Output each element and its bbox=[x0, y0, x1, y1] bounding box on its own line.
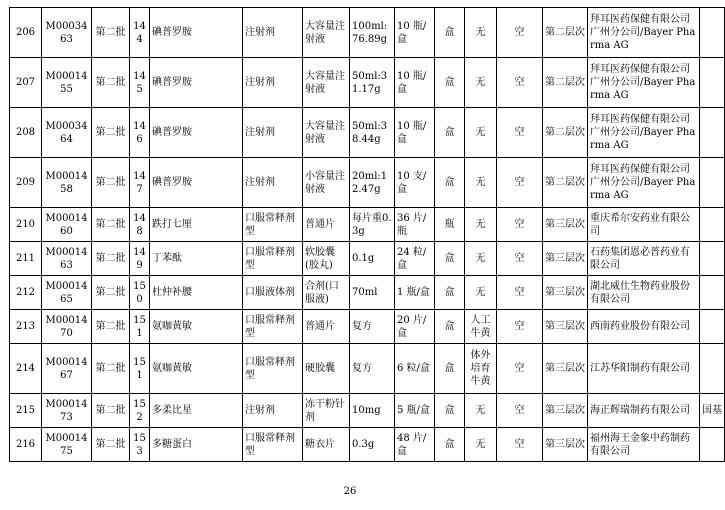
cell-batch: 第二批 bbox=[92, 8, 130, 58]
cell-drug-code: M0003464 bbox=[42, 108, 92, 158]
cell-dosage-form: 注射剂 bbox=[243, 8, 303, 58]
cell-company: 福州海王金象中药制药有限公司 bbox=[588, 428, 700, 462]
cell-dosage-subtype: 小容量注射液 bbox=[303, 158, 350, 208]
cell-row-seq: 209 bbox=[10, 158, 42, 208]
cell-reference: 无 bbox=[465, 58, 497, 108]
cell-drug-name: 碘普罗胺 bbox=[150, 58, 243, 108]
cell-note: 国基 bbox=[700, 394, 725, 428]
cell-dosage-subtype: 普通片 bbox=[303, 310, 350, 344]
cell-note bbox=[700, 276, 725, 310]
cell-dosage-form: 注射剂 bbox=[243, 108, 303, 158]
cell-specification: 100ml:76.89g bbox=[350, 8, 395, 58]
table-row bbox=[10, 276, 725, 310]
cell-drug-name: 多柔比星 bbox=[150, 394, 243, 428]
cell-row-seq: 212 bbox=[10, 276, 42, 310]
cell-catalog-no: 144 bbox=[130, 8, 150, 58]
cell-dosage-form: 注射剂 bbox=[243, 58, 303, 108]
cell-dosage-form: 注射剂 bbox=[243, 158, 303, 208]
cell-drug-code: M0001473 bbox=[42, 394, 92, 428]
cell-package: 36 片/瓶 bbox=[395, 208, 435, 242]
cell-package: 24 粒/盒 bbox=[395, 242, 435, 276]
cell-company: 江苏华阳制药有限公司 bbox=[588, 344, 700, 394]
cell-drug-code: M0001475 bbox=[42, 428, 92, 462]
cell-dosage-subtype: 大容量注射液 bbox=[303, 8, 350, 58]
cell-drug-code: M0001467 bbox=[42, 344, 92, 394]
cell-specification: 复方 bbox=[350, 344, 395, 394]
cell-reference: 无 bbox=[465, 158, 497, 208]
cell-company: 重庆希尔安药业有限公司 bbox=[588, 208, 700, 242]
cell-note bbox=[700, 242, 725, 276]
cell-package: 10 瓶/盒 bbox=[395, 8, 435, 58]
cell-note bbox=[700, 208, 725, 242]
cell-company: 石药集团恩必普药业有限公司 bbox=[588, 242, 700, 276]
cell-note bbox=[700, 58, 725, 108]
cell-reference: 人工牛黄 bbox=[465, 310, 497, 344]
cell-reference: 无 bbox=[465, 394, 497, 428]
cell-unit: 瓶 bbox=[435, 208, 465, 242]
cell-dosage-subtype: 普通片 bbox=[303, 208, 350, 242]
cell-dosage-subtype: 合剂(口服液) bbox=[303, 276, 350, 310]
cell-drug-name: 氨咖黄敏 bbox=[150, 344, 243, 394]
cell-blank-field: 空 bbox=[497, 58, 543, 108]
cell-level: 第三层次 bbox=[543, 344, 588, 394]
cell-row-seq: 207 bbox=[10, 58, 42, 108]
cell-level: 第二层次 bbox=[543, 108, 588, 158]
cell-reference: 体外培育牛黄 bbox=[465, 344, 497, 394]
cell-unit: 盒 bbox=[435, 310, 465, 344]
cell-drug-code: M0001458 bbox=[42, 158, 92, 208]
table-row bbox=[10, 394, 725, 428]
cell-dosage-subtype: 硬胶囊 bbox=[303, 344, 350, 394]
cell-level: 第二层次 bbox=[543, 8, 588, 58]
cell-level: 第二层次 bbox=[543, 58, 588, 108]
page-number: 26 bbox=[343, 486, 357, 497]
cell-note bbox=[700, 108, 725, 158]
cell-catalog-no: 151 bbox=[130, 310, 150, 344]
cell-unit: 盒 bbox=[435, 158, 465, 208]
cell-reference: 无 bbox=[465, 8, 497, 58]
cell-batch: 第二批 bbox=[92, 58, 130, 108]
cell-catalog-no: 152 bbox=[130, 394, 150, 428]
table-row bbox=[10, 310, 725, 344]
cell-note bbox=[700, 344, 725, 394]
cell-company: 拜耳医药保健有限公司广州分公司/Bayer Pharma AG bbox=[588, 108, 700, 158]
cell-drug-name: 碘普罗胺 bbox=[150, 108, 243, 158]
cell-reference: 无 bbox=[465, 242, 497, 276]
cell-company: 湖北威仕生物药业股份有限公司 bbox=[588, 276, 700, 310]
cell-package: 10 瓶/盒 bbox=[395, 58, 435, 108]
cell-drug-code: M0001463 bbox=[42, 242, 92, 276]
cell-package: 48 片/盒 bbox=[395, 428, 435, 462]
cell-level: 第三层次 bbox=[543, 242, 588, 276]
cell-drug-code: M0001455 bbox=[42, 58, 92, 108]
cell-specification: 20ml:12.47g bbox=[350, 158, 395, 208]
cell-unit: 盒 bbox=[435, 428, 465, 462]
table-row bbox=[10, 344, 725, 394]
cell-blank-field: 空 bbox=[497, 158, 543, 208]
cell-unit: 盒 bbox=[435, 242, 465, 276]
cell-catalog-no: 150 bbox=[130, 276, 150, 310]
cell-batch: 第二批 bbox=[92, 158, 130, 208]
cell-catalog-no: 147 bbox=[130, 158, 150, 208]
cell-row-seq: 213 bbox=[10, 310, 42, 344]
cell-blank-field: 空 bbox=[497, 108, 543, 158]
cell-note bbox=[700, 158, 725, 208]
cell-company: 拜耳医药保健有限公司广州分公司/Bayer Pharma AG bbox=[588, 8, 700, 58]
cell-blank-field: 空 bbox=[497, 242, 543, 276]
cell-drug-code: M0003463 bbox=[42, 8, 92, 58]
cell-drug-name: 氨咖黄敏 bbox=[150, 310, 243, 344]
cell-note bbox=[700, 8, 725, 58]
cell-dosage-subtype: 大容量注射液 bbox=[303, 58, 350, 108]
cell-blank-field: 空 bbox=[497, 394, 543, 428]
cell-level: 第三层次 bbox=[543, 276, 588, 310]
table-row bbox=[10, 8, 725, 58]
cell-level: 第三层次 bbox=[543, 428, 588, 462]
cell-drug-name: 碘普罗胺 bbox=[150, 158, 243, 208]
cell-row-seq: 214 bbox=[10, 344, 42, 394]
cell-row-seq: 208 bbox=[10, 108, 42, 158]
cell-package: 20 片/盒 bbox=[395, 310, 435, 344]
cell-specification: 50ml:38.44g bbox=[350, 108, 395, 158]
cell-batch: 第二批 bbox=[92, 428, 130, 462]
cell-dosage-subtype: 软胶囊(胶丸) bbox=[303, 242, 350, 276]
cell-dosage-subtype: 大容量注射液 bbox=[303, 108, 350, 158]
cell-specification: 0.1g bbox=[350, 242, 395, 276]
cell-specification: 0.3g bbox=[350, 428, 395, 462]
cell-reference: 无 bbox=[465, 428, 497, 462]
cell-specification: 复方 bbox=[350, 310, 395, 344]
cell-row-seq: 206 bbox=[10, 8, 42, 58]
cell-batch: 第二批 bbox=[92, 276, 130, 310]
cell-dosage-form: 口服液体剂 bbox=[243, 276, 303, 310]
cell-row-seq: 211 bbox=[10, 242, 42, 276]
cell-specification: 每片重0.3g bbox=[350, 208, 395, 242]
cell-note bbox=[700, 310, 725, 344]
table-row bbox=[10, 158, 725, 208]
cell-blank-field: 空 bbox=[497, 276, 543, 310]
cell-unit: 盒 bbox=[435, 8, 465, 58]
cell-row-seq: 215 bbox=[10, 394, 42, 428]
cell-reference: 无 bbox=[465, 108, 497, 158]
cell-drug-name: 碘普罗胺 bbox=[150, 8, 243, 58]
cell-blank-field: 空 bbox=[497, 208, 543, 242]
cell-unit: 盒 bbox=[435, 58, 465, 108]
cell-company: 海正辉瑞制药有限公司 bbox=[588, 394, 700, 428]
cell-row-seq: 210 bbox=[10, 208, 42, 242]
cell-dosage-form: 口服常释剂型 bbox=[243, 428, 303, 462]
cell-company: 拜耳医药保健有限公司广州分公司/Bayer Pharma AG bbox=[588, 58, 700, 108]
cell-catalog-no: 148 bbox=[130, 208, 150, 242]
cell-specification: 70ml bbox=[350, 276, 395, 310]
cell-catalog-no: 151 bbox=[130, 344, 150, 394]
table-row bbox=[10, 428, 725, 462]
table-row bbox=[10, 208, 725, 242]
cell-package: 10 瓶/盒 bbox=[395, 108, 435, 158]
cell-blank-field: 空 bbox=[497, 344, 543, 394]
cell-batch: 第二批 bbox=[92, 108, 130, 158]
cell-company: 西南药业股份有限公司 bbox=[588, 310, 700, 344]
cell-reference: 无 bbox=[465, 276, 497, 310]
cell-blank-field: 空 bbox=[497, 8, 543, 58]
cell-batch: 第二批 bbox=[92, 242, 130, 276]
drug-list-table bbox=[9, 7, 725, 462]
cell-level: 第二层次 bbox=[543, 158, 588, 208]
cell-note bbox=[700, 428, 725, 462]
cell-dosage-subtype: 冻干粉针剂 bbox=[303, 394, 350, 428]
cell-batch: 第二批 bbox=[92, 394, 130, 428]
cell-drug-code: M0001465 bbox=[42, 276, 92, 310]
cell-dosage-form: 口服常释剂型 bbox=[243, 208, 303, 242]
cell-specification: 10mg bbox=[350, 394, 395, 428]
cell-unit: 盒 bbox=[435, 394, 465, 428]
cell-drug-code: M0001470 bbox=[42, 310, 92, 344]
cell-dosage-form: 口服常释剂型 bbox=[243, 242, 303, 276]
cell-blank-field: 空 bbox=[497, 428, 543, 462]
cell-drug-code: M0001460 bbox=[42, 208, 92, 242]
cell-drug-name: 杜仲补腰 bbox=[150, 276, 243, 310]
cell-dosage-form: 口服常释剂型 bbox=[243, 344, 303, 394]
cell-package: 5 瓶/盒 bbox=[395, 394, 435, 428]
cell-level: 第三层次 bbox=[543, 208, 588, 242]
table-row bbox=[10, 242, 725, 276]
cell-drug-name: 跌打七厘 bbox=[150, 208, 243, 242]
cell-catalog-no: 149 bbox=[130, 242, 150, 276]
cell-blank-field: 空 bbox=[497, 310, 543, 344]
cell-batch: 第二批 bbox=[92, 310, 130, 344]
cell-package: 6 粒/盒 bbox=[395, 344, 435, 394]
cell-company: 拜耳医药保健有限公司广州分公司/Bayer Pharma AG bbox=[588, 158, 700, 208]
cell-batch: 第二批 bbox=[92, 344, 130, 394]
cell-specification: 50ml:31.17g bbox=[350, 58, 395, 108]
cell-dosage-form: 注射剂 bbox=[243, 394, 303, 428]
cell-drug-name: 多糖蛋白 bbox=[150, 428, 243, 462]
cell-drug-name: 丁苯酞 bbox=[150, 242, 243, 276]
cell-row-seq: 216 bbox=[10, 428, 42, 462]
table-row bbox=[10, 108, 725, 158]
cell-catalog-no: 153 bbox=[130, 428, 150, 462]
cell-catalog-no: 145 bbox=[130, 58, 150, 108]
cell-unit: 盒 bbox=[435, 108, 465, 158]
cell-unit: 盒 bbox=[435, 344, 465, 394]
cell-package: 1 瓶/盒 bbox=[395, 276, 435, 310]
cell-dosage-form: 口服常释剂型 bbox=[243, 310, 303, 344]
cell-dosage-subtype: 糖衣片 bbox=[303, 428, 350, 462]
cell-catalog-no: 146 bbox=[130, 108, 150, 158]
cell-package: 10 支/盒 bbox=[395, 158, 435, 208]
cell-level: 第三层次 bbox=[543, 394, 588, 428]
cell-batch: 第二批 bbox=[92, 208, 130, 242]
cell-level: 第三层次 bbox=[543, 310, 588, 344]
cell-reference: 无 bbox=[465, 208, 497, 242]
table-row bbox=[10, 58, 725, 108]
cell-unit: 盒 bbox=[435, 276, 465, 310]
